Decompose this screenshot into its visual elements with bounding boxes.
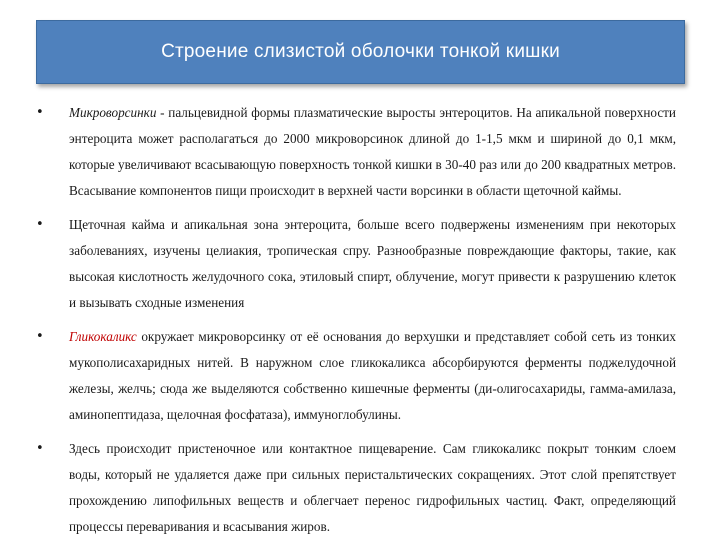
bullet-body: окружает микроворсинку от её основания до верхушки и представляет собой сеть из тонких мукополисахаридных нитей. В наружном слое гликокаликса абсорбируются ферменты поджелудочной железы, желчь; сюда же выделяются собственно кишечные ферменты (ди-олигосахариды, гамма-амилаза, аминопептидаза, щелочная фосфатаза), иммуноглобулины. (69, 329, 676, 422)
bullet-text (69, 436, 676, 540)
bullet-item-microvilli (36, 100, 676, 204)
bullet-text (69, 212, 676, 316)
title-banner (36, 20, 685, 84)
bullet-icon: • (36, 217, 44, 232)
term-microvilli: Микроворсинки (69, 105, 157, 120)
term-glycocalyx: Гликокаликс (69, 329, 137, 344)
slide-content (36, 100, 676, 548)
bullet-body: - пальцевидной формы плазматические выросты энтероцитов. На апикальной поверхности энтероцита может располагаться до 2000 микроворсинок длиной до 1-1,5 мкм и шириной до 0,1 мкм, которые увеличивают всасывающую поверхность тонкой кишки в 30-40 раз или до 200 квадратных метров. Всасывание компонентов пищи происходит в верхней части ворсинки в области щеточной каймы. (69, 105, 676, 198)
bullet-body: Щеточная кайма и апикальная зона энтероцита, больше всего подвержены изменениям при некоторых заболеваниях, изучены целиакия, тропическая спру. Разнообразные повреждающие факторы, такие, как высокая кислотность желудочного сока, этиловый спирт, облучение, могут привести к разрушению клеток и вызывать сходные изменения (69, 217, 676, 310)
bullet-body: Здесь происходит пристеночное или контактное пищеварение. Сам гликокаликс покрыт тонким слоем воды, который не удаляется даже при сильных перистальтических сокращениях. Этот слой препятствует прохождению липофильных веществ и облегчает перенос гидрофильных частиц. Факт, определяющий процессы переваривания и всасывания жиров. (69, 441, 676, 534)
bullet-item-brush-border (36, 212, 676, 316)
bullet-icon: • (36, 105, 44, 120)
bullet-item-glycocalyx (36, 324, 676, 428)
bullet-text (69, 100, 676, 204)
bullet-icon: • (36, 329, 44, 344)
slide-title: Строение слизистой оболочки тонкой кишки (161, 41, 560, 62)
bullet-text (69, 324, 676, 428)
bullet-item-digestion (36, 436, 676, 540)
bullet-icon: • (36, 441, 44, 456)
